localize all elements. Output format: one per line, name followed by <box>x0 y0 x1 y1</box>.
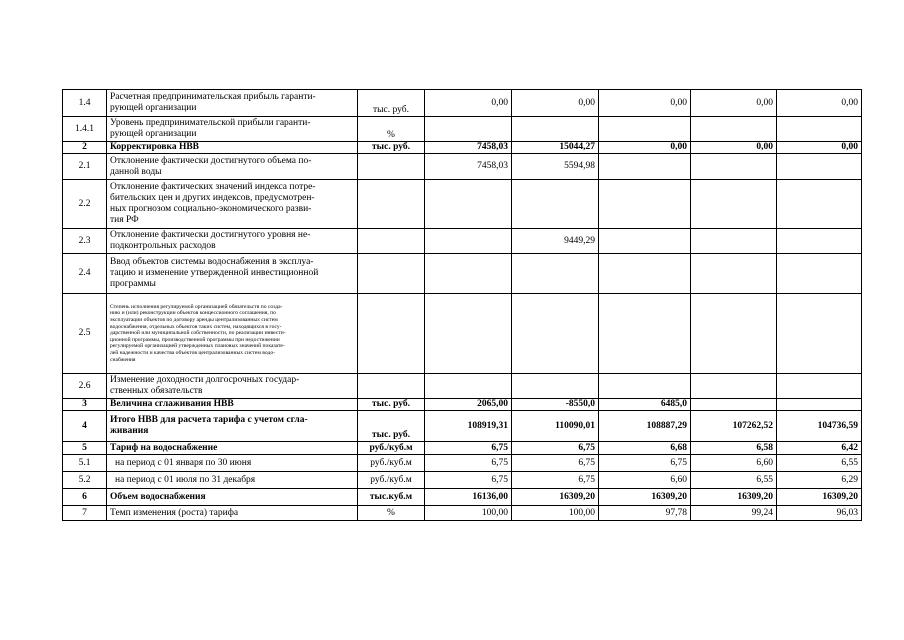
value-cell <box>691 154 777 180</box>
unit-cell <box>358 154 425 180</box>
value-cell <box>691 117 777 142</box>
value-cell: 6,75 <box>512 472 599 489</box>
indicator-name-cell: Корректировка НВВ <box>107 142 358 154</box>
value-cell: 16309,20 <box>691 489 777 506</box>
value-cell: 0,00 <box>512 90 599 117</box>
value-cell <box>599 374 691 399</box>
value-cell: 6,75 <box>599 455 691 472</box>
value-cell: 110090,01 <box>512 411 599 442</box>
row-number-cell: 1.4 <box>63 90 107 117</box>
indicator-name-cell: Объем водоснабжения <box>107 489 358 506</box>
value-cell: 6,75 <box>512 442 599 455</box>
row-number-cell: 5.1 <box>63 455 107 472</box>
value-cell: 107262,52 <box>691 411 777 442</box>
value-cell: 16309,20 <box>599 489 691 506</box>
table-row <box>63 489 862 506</box>
value-cell <box>425 254 512 294</box>
indicator-name-cell: Расчетная предпринимательская прибыль гаранти- рующей организации <box>107 90 358 117</box>
value-cell: 96,03 <box>777 506 862 521</box>
row-number-cell: 2.1 <box>63 154 107 180</box>
value-cell: 104736,59 <box>777 411 862 442</box>
value-cell <box>691 399 777 411</box>
value-cell <box>777 154 862 180</box>
table-row <box>63 254 862 294</box>
value-cell: 6,60 <box>691 455 777 472</box>
value-cell <box>691 374 777 399</box>
unit-cell: тыс.куб.м <box>358 489 425 506</box>
unit-cell: тыс. руб. <box>358 399 425 411</box>
table-row <box>63 90 862 117</box>
value-cell: 100,00 <box>512 506 599 521</box>
value-cell: 0,00 <box>599 142 691 154</box>
indicator-name-cell: Ввод объектов системы водоснабжения в эксплуа- тацию и изменение утвержденной инвестиционной программы <box>107 254 358 294</box>
value-cell: 0,00 <box>691 142 777 154</box>
value-cell: 7458,03 <box>425 142 512 154</box>
value-cell: 9449,29 <box>512 229 599 254</box>
unit-cell: руб./куб.м <box>358 442 425 455</box>
indicator-name-cell: Отклонение фактически достигнутого объема по- данной воды <box>107 154 358 180</box>
row-number-cell: 2 <box>63 142 107 154</box>
row-number-cell: 3 <box>63 399 107 411</box>
value-cell: 6,75 <box>425 442 512 455</box>
value-cell: 6,58 <box>691 442 777 455</box>
value-cell <box>599 229 691 254</box>
unit-cell: руб./куб.м <box>358 472 425 489</box>
table-row <box>63 154 862 180</box>
value-cell: 6,68 <box>599 442 691 455</box>
tariff-table <box>62 89 862 521</box>
value-cell <box>512 254 599 294</box>
value-cell <box>512 117 599 142</box>
table-row <box>63 455 862 472</box>
value-cell <box>599 180 691 229</box>
value-cell: 6,29 <box>777 472 862 489</box>
indicator-name-cell: на период с 01 июля по 31 декабря <box>107 472 358 489</box>
indicator-name-cell: Отклонение фактически достигнутого уровня не- подконтрольных расходов <box>107 229 358 254</box>
value-cell: 7458,03 <box>425 154 512 180</box>
row-number-cell: 5.2 <box>63 472 107 489</box>
value-cell <box>777 180 862 229</box>
unit-cell: % <box>358 506 425 521</box>
unit-cell: тыс. руб. <box>358 411 425 442</box>
value-cell <box>777 294 862 374</box>
value-cell: 6,42 <box>777 442 862 455</box>
value-cell: 15044,27 <box>512 142 599 154</box>
unit-cell: тыс. руб. <box>358 142 425 154</box>
value-cell <box>691 180 777 229</box>
unit-cell: руб./куб.м <box>358 455 425 472</box>
value-cell <box>777 374 862 399</box>
indicator-name-cell: Величина сглаживания НВВ <box>107 399 358 411</box>
unit-cell: тыс. руб. <box>358 90 425 117</box>
value-cell <box>425 117 512 142</box>
value-cell <box>691 294 777 374</box>
value-cell: 0,00 <box>777 142 862 154</box>
indicator-name-cell: Отклонение фактических значений индекса потре- бительских цен и других индексов, предусмотрен- ных прогнозом социально-экономического разви- тия РФ <box>107 180 358 229</box>
indicator-name-cell: Темп изменения (роста) тарифа <box>107 506 358 521</box>
indicator-name-cell: Изменение доходности долгосрочных государ- ственных обязательств <box>107 374 358 399</box>
value-cell <box>599 254 691 294</box>
value-cell <box>777 254 862 294</box>
value-cell <box>512 294 599 374</box>
value-cell: 108919,31 <box>425 411 512 442</box>
row-number-cell: 6 <box>63 489 107 506</box>
unit-cell <box>358 254 425 294</box>
value-cell: 99,24 <box>691 506 777 521</box>
indicator-name-cell: Тариф на водоснабжение <box>107 442 358 455</box>
value-cell <box>599 117 691 142</box>
value-cell: 6485,0 <box>599 399 691 411</box>
value-cell: 0,00 <box>425 90 512 117</box>
table-row <box>63 180 862 229</box>
row-number-cell: 5 <box>63 442 107 455</box>
table-row <box>63 117 862 142</box>
row-number-cell: 2.4 <box>63 254 107 294</box>
value-cell <box>425 374 512 399</box>
value-cell: 6,60 <box>599 472 691 489</box>
table-row <box>63 442 862 455</box>
value-cell: 6,75 <box>425 455 512 472</box>
value-cell <box>512 180 599 229</box>
value-cell: 0,00 <box>777 90 862 117</box>
unit-cell <box>358 294 425 374</box>
value-cell: 100,00 <box>425 506 512 521</box>
value-cell: 0,00 <box>599 90 691 117</box>
row-number-cell: 7 <box>63 506 107 521</box>
value-cell: 5594,98 <box>512 154 599 180</box>
indicator-name-cell: на период с 01 января по 30 июня <box>107 455 358 472</box>
value-cell: 108887,29 <box>599 411 691 442</box>
value-cell: 16136,00 <box>425 489 512 506</box>
table-row <box>63 472 862 489</box>
value-cell <box>691 254 777 294</box>
row-number-cell: 2.6 <box>63 374 107 399</box>
unit-cell: % <box>358 117 425 142</box>
value-cell <box>599 154 691 180</box>
value-cell <box>599 294 691 374</box>
table-body <box>63 90 862 521</box>
value-cell: 16309,20 <box>512 489 599 506</box>
value-cell: 6,55 <box>691 472 777 489</box>
value-cell: 0,00 <box>691 90 777 117</box>
table-row <box>63 229 862 254</box>
value-cell: 6,75 <box>425 472 512 489</box>
table-row <box>63 374 862 399</box>
row-number-cell: 2.5 <box>63 294 107 374</box>
value-cell: 6,55 <box>777 455 862 472</box>
table-row <box>63 142 862 154</box>
value-cell <box>425 180 512 229</box>
unit-cell <box>358 374 425 399</box>
value-cell: -8550,0 <box>512 399 599 411</box>
value-cell: 97,78 <box>599 506 691 521</box>
value-cell <box>512 374 599 399</box>
value-cell <box>777 399 862 411</box>
table-row <box>63 411 862 442</box>
value-cell: 2065,00 <box>425 399 512 411</box>
row-number-cell: 2.3 <box>63 229 107 254</box>
table-row <box>63 294 862 374</box>
indicator-name-cell: Уровень предпринимательской прибыли гаранти- рующей организации <box>107 117 358 142</box>
value-cell <box>425 294 512 374</box>
row-number-cell: 1.4.1 <box>63 117 107 142</box>
table-row <box>63 399 862 411</box>
value-cell <box>777 229 862 254</box>
value-cell <box>425 229 512 254</box>
indicator-name-cell: Степень исполнения регулируемой организацией обязательств по созда- нию и (или) реконструкции объектов концессионного соглашения, по эксплуатации объектов по договору аренды централизованных систем водоснабжения, отдельных объектов таких систем, находящихся в госу- дарственной или муниципальной собственности, по реализации инвести- ционной программы, производственной программы при недостижении регулируемой организацией утвержденных плановых значений показате- лей надежности и качества объектов централизованных систем водо- снабжения <box>107 294 358 374</box>
unit-cell <box>358 180 425 229</box>
value-cell <box>777 117 862 142</box>
value-cell: 6,75 <box>512 455 599 472</box>
table-row <box>63 506 862 521</box>
row-number-cell: 4 <box>63 411 107 442</box>
row-number-cell: 2.2 <box>63 180 107 229</box>
indicator-name-cell: Итого НВВ для расчета тарифа с учетом сгла- живания <box>107 411 358 442</box>
value-cell <box>691 229 777 254</box>
value-cell: 16309,20 <box>777 489 862 506</box>
unit-cell <box>358 229 425 254</box>
